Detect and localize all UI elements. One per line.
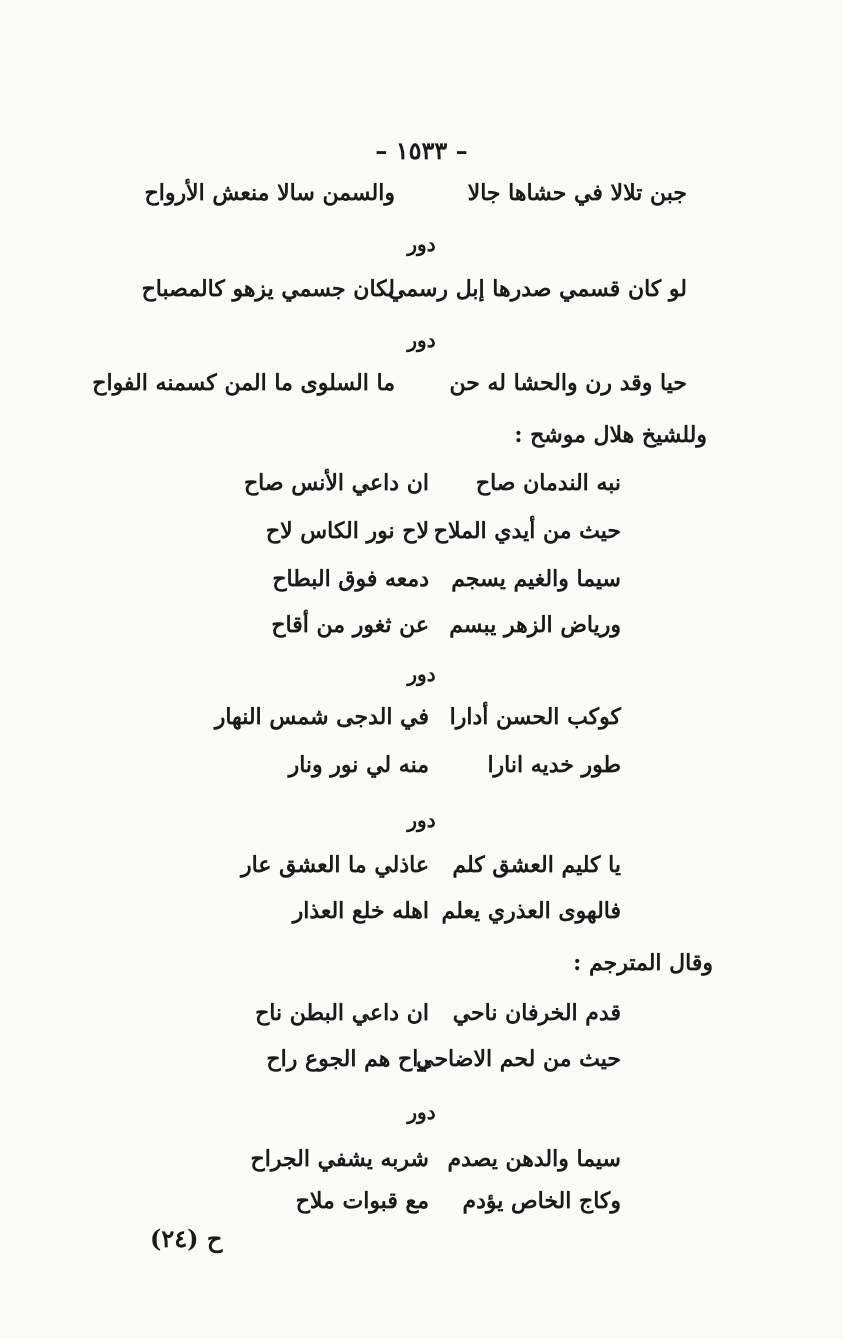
translator-verse-2-left: راح هم الجوع راح <box>266 1046 429 1072</box>
hilal-verse-7-left: عاذلي ما العشق عار <box>241 852 429 878</box>
translator-verse-3-left: شربه يشفي الجراح <box>250 1146 429 1172</box>
verse-2-first-hemistich: لو كان قسمي صدرها إبل رسمي <box>387 276 687 302</box>
dawr-marker: دور <box>407 662 436 686</box>
hilal-verse-1-left: ان داعي الأنس صاح <box>243 470 429 496</box>
hilal-verse-7-right: يا كليم العشق كلم <box>452 852 621 878</box>
section-heading-translator: وقال المترجم : <box>573 950 713 976</box>
page-number: – ١٥٣٣ – <box>375 136 468 165</box>
hilal-verse-8-right: فالهوى العذري يعلم <box>441 898 621 924</box>
hilal-verse-6-left: منه لي نور ونار <box>288 752 429 778</box>
verse-3-second-hemistich: ما السلوى ما المن كسمنه الفواح <box>92 370 395 396</box>
hilal-verse-8-left: اهله خلع العذار <box>292 898 429 924</box>
hilal-verse-4-right: ورياض الزهر يبسم <box>449 612 621 638</box>
translator-verse-4-right: وكاج الخاص يؤدم <box>462 1188 621 1214</box>
dawr-marker: دور <box>407 232 436 256</box>
verse-1-first-hemistich: جبن تلالا في حشاها جالا <box>467 180 687 206</box>
signature-mark: ح (٢٤) <box>150 1224 223 1253</box>
hilal-verse-4-left: عن ثغور من أقاح <box>271 612 429 638</box>
hilal-verse-6-right: طور خديه انارا <box>487 752 621 778</box>
translator-verse-2-right: حيث من لحم الاضاحي <box>416 1046 621 1072</box>
hilal-verse-3-right: سيما والغيم يسجم <box>451 566 621 592</box>
translator-verse-1-left: ان داعي البطن ناح <box>255 1000 429 1026</box>
hilal-verse-5-right: كوكب الحسن أدارا <box>449 704 621 730</box>
verse-2-second-hemistich: لكان جسمي يزهو كالمصباح <box>141 276 395 302</box>
hilal-verse-1-right: نبه الندمان صاح <box>475 470 621 496</box>
translator-verse-1-right: قدم الخرفان ناحي <box>452 1000 621 1026</box>
dawr-marker: دور <box>407 328 436 352</box>
hilal-verse-5-left: في الدجى شمس النهار <box>214 704 429 730</box>
translator-verse-3-right: سيما والدهن يصدم <box>447 1146 621 1172</box>
verse-1-second-hemistich: والسمن سالا منعش الأرواح <box>144 180 395 206</box>
dawr-marker: دور <box>407 808 436 832</box>
section-heading-hilal: وللشيخ هلال موشح : <box>514 422 707 448</box>
hilal-verse-3-left: دمعه فوق البطاح <box>272 566 429 592</box>
translator-verse-4-left: مع قبوات ملاح <box>295 1188 429 1214</box>
hilal-verse-2-left: لاح نور الكاس لاح <box>265 518 429 544</box>
dawr-marker: دور <box>407 1100 436 1124</box>
hilal-verse-2-right: حيث من أيدي الملاح <box>433 518 621 544</box>
verse-3-first-hemistich: حيا وقد رن والحشا له حن <box>449 370 687 396</box>
